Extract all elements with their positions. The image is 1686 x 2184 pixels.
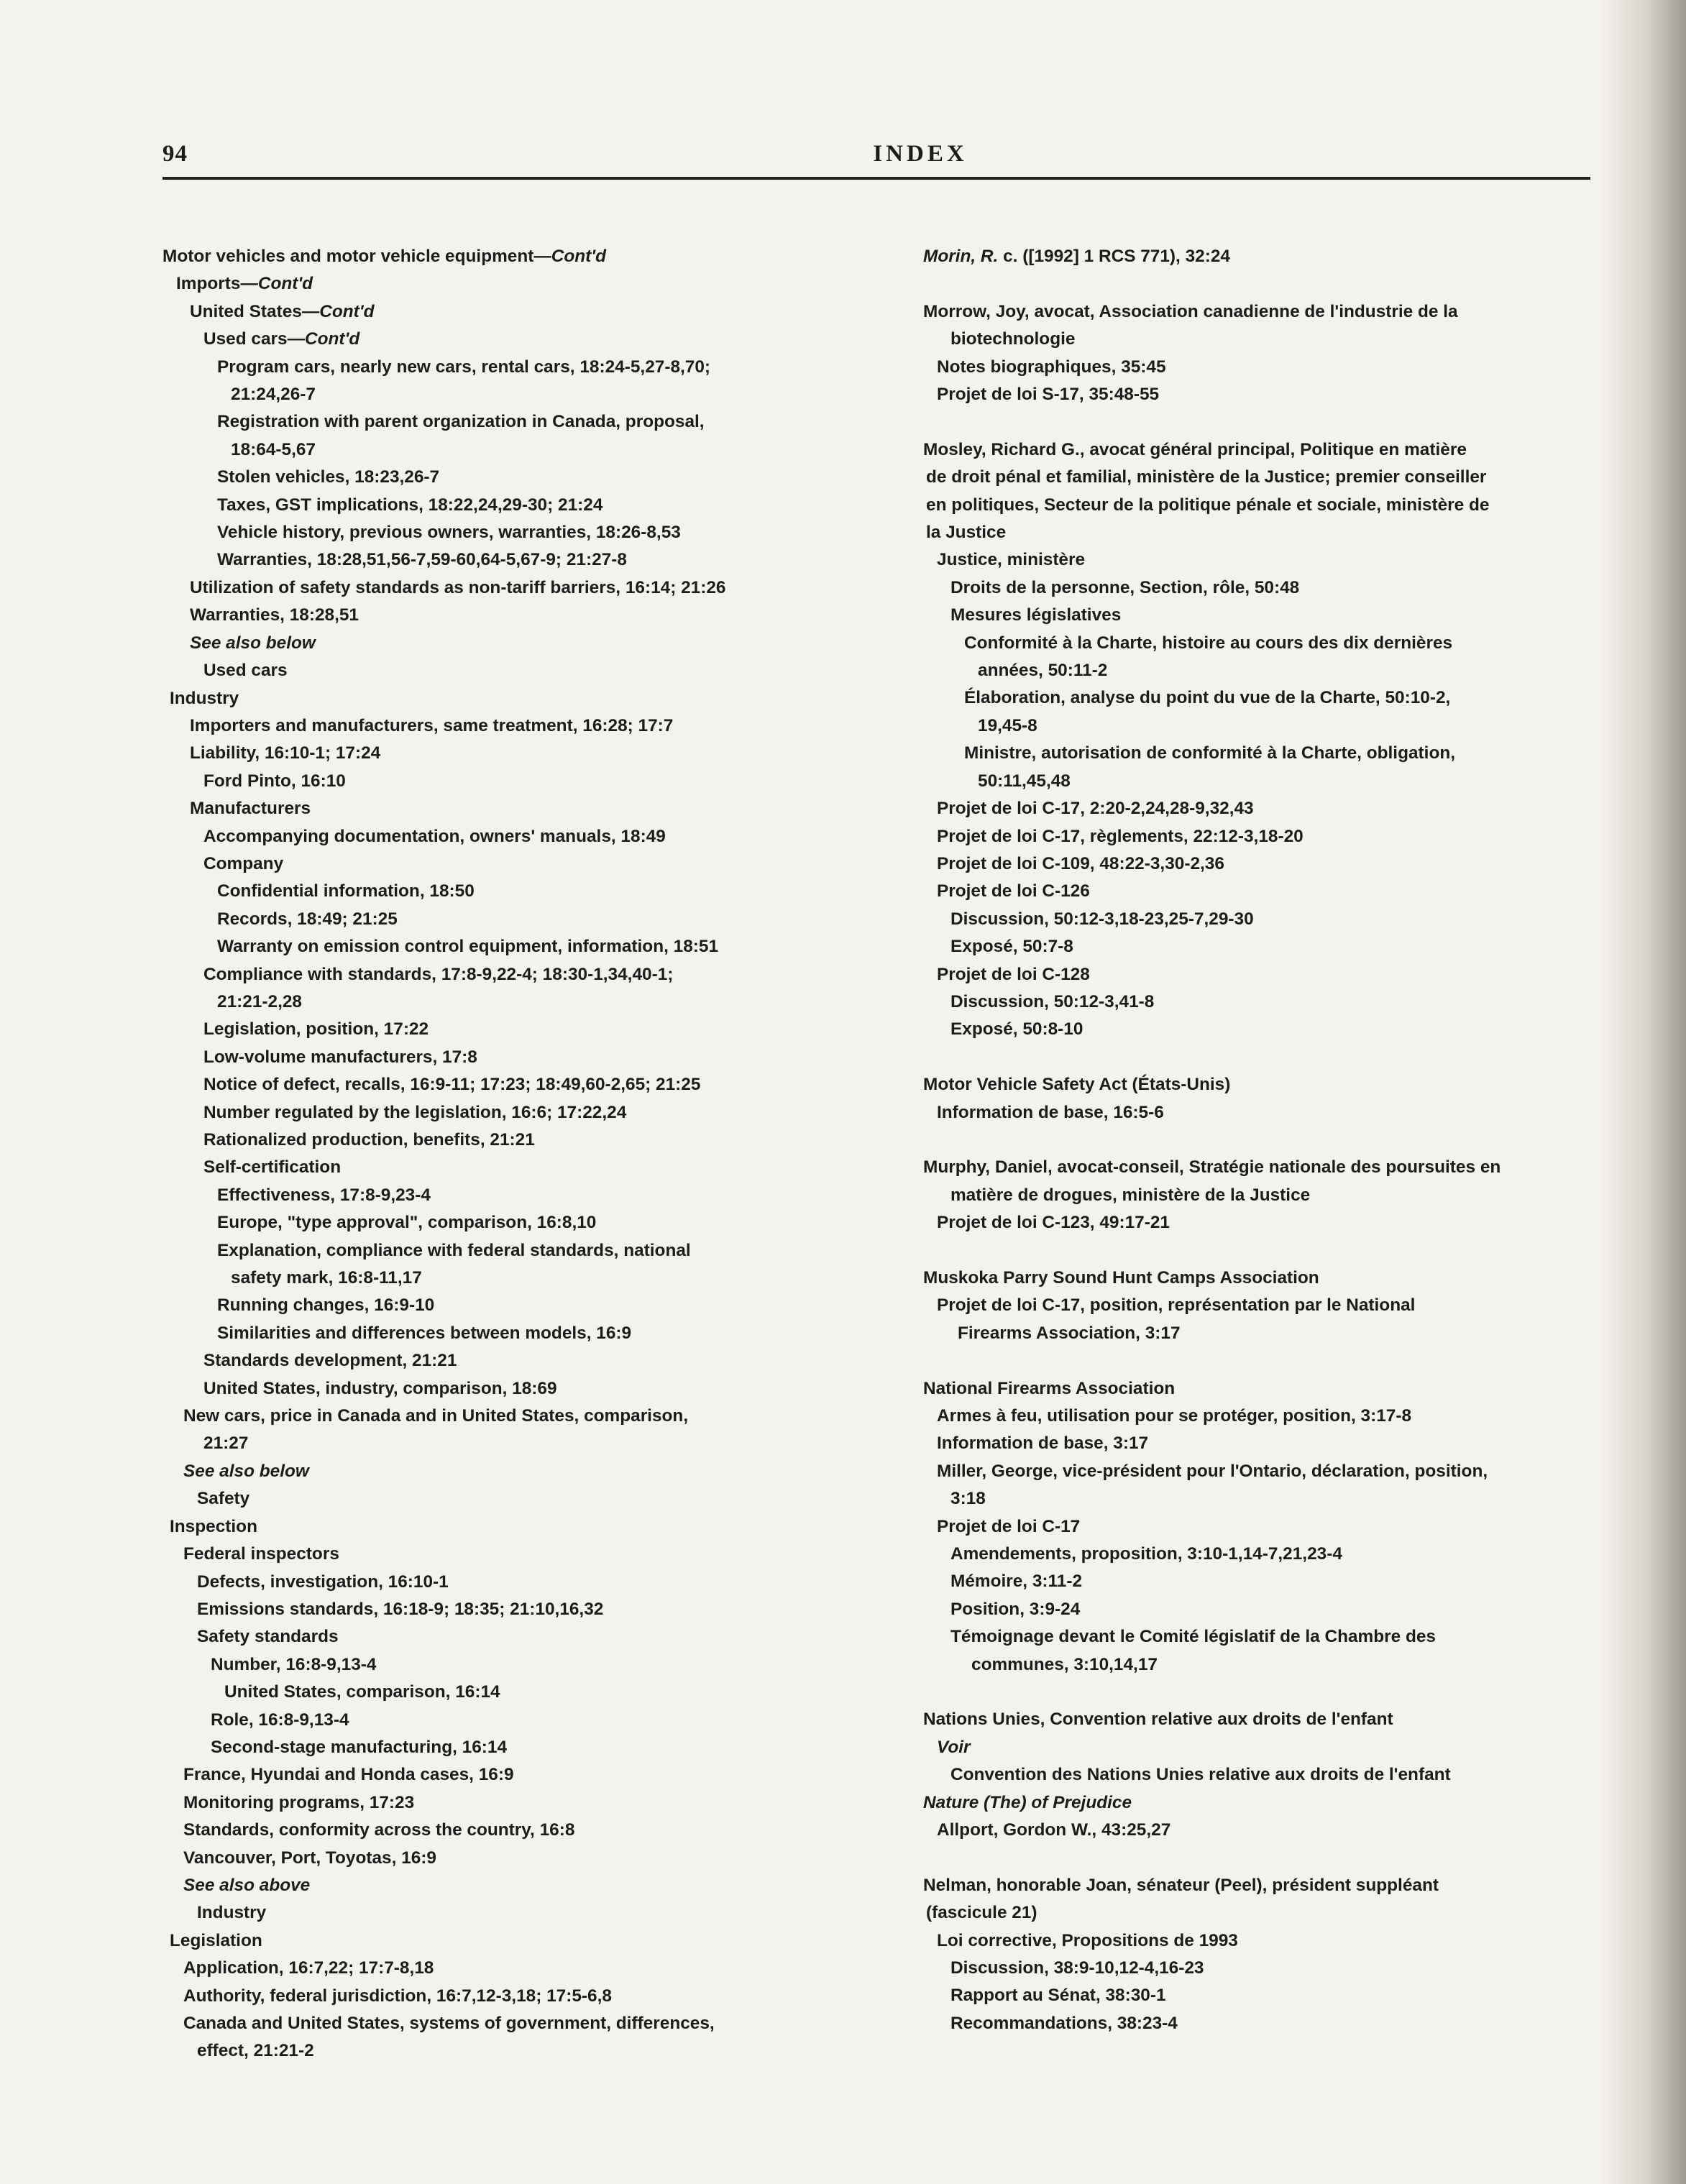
index-entry: [162, 795, 838, 822]
index-entry: [162, 961, 838, 988]
index-entry-text: Importers and manufacturers, same treatment, 16:28; 17:7: [190, 715, 674, 735]
index-entry-text: Second-stage manufacturing, 16:14: [211, 1737, 508, 1757]
index-entry: [923, 326, 1613, 353]
continued-marker: Cont'd: [551, 247, 606, 266]
index-entry-text: 50:11,45,48: [978, 771, 1071, 791]
index-entry: [923, 1458, 1613, 1485]
index-entry-text: la Justice: [926, 523, 1007, 543]
index-entry-text: Running changes, 16:9-10: [217, 1295, 435, 1316]
index-entry-text: Voir: [937, 1737, 971, 1757]
index-entry: [162, 1569, 838, 1596]
index-entry: [923, 1541, 1613, 1568]
index-entry-text: Confidential information, 18:50: [217, 881, 475, 901]
index-entry-text: 21:24,26-7: [231, 385, 316, 405]
index-entry-text: Position, 3:9-24: [950, 1599, 1081, 1619]
index-column-right: [923, 243, 1613, 2037]
index-entry-text: Exposé, 50:8-10: [950, 1019, 1083, 1040]
index-entry-text: Similarities and differences between models, 16:9: [217, 1323, 632, 1343]
index-entry: [923, 1320, 1613, 1347]
index-entry: [923, 1817, 1613, 1844]
index-entry: [923, 850, 1613, 878]
index-entry-text: Vancouver, Port, Toyotas, 16:9: [183, 1848, 436, 1868]
index-entry: [162, 270, 838, 298]
index-entry-text: Monitoring programs, 17:23: [183, 1792, 415, 1812]
index-entry-text: Nelman, honorable Joan, sénateur (Peel), président suppléant: [923, 1875, 1439, 1895]
index-entry-text: Number regulated by the legislation, 16:6; 17:22,24: [203, 1102, 627, 1122]
index-entry-text: Imports—: [176, 274, 258, 294]
index-entry-text: Registration with parent organization in Canada, proposal,: [217, 412, 705, 432]
continued-marker: Cont'd: [319, 301, 375, 321]
index-entry-text: Federal inspectors: [183, 1544, 339, 1564]
index-entry-text: Explanation, compliance with federal standards, national: [217, 1240, 691, 1260]
index-entry: [162, 1430, 838, 1457]
index-entry: [162, 354, 838, 381]
index-entry-text: Murphy, Daniel, avocat-conseil, Stratégie nationale des poursuites en: [923, 1157, 1501, 1178]
index-entry-text: années, 50:11-2: [978, 661, 1108, 681]
index-entry-text: Taxes, GST implications, 18:22,24,29-30; 21:24: [217, 495, 603, 515]
index-entry: [162, 850, 838, 878]
index-entry: [162, 2037, 838, 2065]
index-entry-text: Application, 16:7,22; 17:7-8,18: [183, 1958, 434, 1978]
index-entry-rest: c. ([1992] 1 RCS 771), 32:24: [998, 247, 1230, 266]
index-entry: [162, 933, 838, 960]
index-entry-text: Discussion, 38:9-10,12-4,16-23: [950, 1958, 1204, 1978]
index-entry-text: Nations Unies, Convention relative aux droits de l'enfant: [923, 1710, 1393, 1730]
index-entry: [162, 436, 838, 464]
index-entry: [923, 1789, 1613, 1817]
index-entry-text: See also above: [183, 1875, 311, 1895]
index-entry-text: Role, 16:8-9,13-4: [211, 1710, 349, 1730]
index-entry: [162, 1513, 838, 1541]
index-entry-text: Motor vehicles and motor vehicle equipment—: [162, 247, 551, 266]
index-entry: [162, 1237, 838, 1265]
index-entry: [162, 630, 838, 657]
index-entry: [923, 740, 1613, 767]
index-entry: [162, 381, 838, 408]
index-entry: [923, 1734, 1613, 1761]
index-entry-text: Amendements, proposition, 3:10-1,14-7,21,23-4: [950, 1544, 1342, 1564]
index-entry-text: effect, 21:21-2: [197, 2041, 314, 2061]
index-entry: [923, 878, 1613, 905]
index-entry: [162, 408, 838, 436]
index-entry: [923, 1651, 1613, 1679]
index-entry-text: Miller, George, vice-président pour l'Ontario, déclaration, position,: [937, 1461, 1488, 1481]
index-entry-text: Élaboration, analyse du point du vue de la Charte, 50:10-2,: [964, 688, 1451, 708]
index-entry: [162, 1899, 838, 1927]
index-entry: [923, 933, 1613, 960]
header-rule: [162, 177, 1590, 180]
index-entry-text: Armes à feu, utilisation pour se protéger, position, 3:17-8: [937, 1405, 1412, 1426]
index-entry-text: See also below: [190, 633, 316, 653]
index-entry: [923, 712, 1613, 740]
index-entry: [162, 906, 838, 933]
index-entry: [162, 519, 838, 546]
index-entry-text: Ford Pinto, 16:10: [203, 771, 346, 791]
index-entry: [923, 1513, 1613, 1541]
index-entry-text: Standards development, 21:21: [203, 1351, 457, 1371]
index-entry: [923, 1099, 1613, 1127]
index-entry-text: Projet de loi C-128: [937, 964, 1090, 984]
index-entry-text: Loi corrective, Propositions de 1993: [937, 1930, 1238, 1950]
index-entry: [162, 243, 838, 270]
index-entry-text: Morrow, Joy, avocat, Association canadienne de l'industrie de la: [923, 301, 1458, 321]
index-entry: [923, 768, 1613, 795]
index-entry: [162, 1099, 838, 1127]
index-entry-text: Projet de loi C-17, 2:20-2,24,28-9,32,43: [937, 799, 1254, 819]
index-entry: [923, 1761, 1613, 1789]
index-entry-text: Projet de loi C-17: [937, 1516, 1081, 1536]
index-entry: [162, 492, 838, 519]
index-entry-text: Information de base, 16:5-6: [937, 1102, 1164, 1122]
index-entry: [923, 1430, 1613, 1457]
index-entry: [923, 988, 1613, 1016]
index-entry-text: Industry: [197, 1903, 267, 1923]
index-entry: [923, 906, 1613, 933]
index-entry: [923, 684, 1613, 712]
index-entry-text: Firearms Association, 3:17: [958, 1323, 1181, 1343]
index-entry: [162, 1320, 838, 1347]
index-entry: [162, 1347, 838, 1375]
index-entry: [923, 1927, 1613, 1955]
index-entry-text: United States, comparison, 16:14: [224, 1682, 500, 1702]
index-entry: [162, 1071, 838, 1098]
index-entry: [923, 1182, 1613, 1209]
index-entry: [162, 712, 838, 740]
index-entry-text: Industry: [170, 688, 239, 708]
index-entry-text: Projet de loi C-123, 49:17-21: [937, 1213, 1170, 1233]
index-entry: [162, 988, 838, 1016]
index-entry-text: de droit pénal et familial, ministère de la Justice; premier conseiller: [926, 467, 1487, 487]
index-entry: [923, 1872, 1613, 1899]
index-entry: [923, 1706, 1613, 1733]
index-entry: [923, 519, 1613, 546]
index-entry-text: Self-certification: [203, 1157, 342, 1178]
index-entry-text: Notes biographiques, 35:45: [937, 357, 1166, 377]
index-entry-text: Compliance with standards, 17:8-9,22-4; 18:30-1,34,40-1;: [203, 964, 674, 984]
index-entry: [162, 1734, 838, 1761]
index-entry-text: Projet de loi C-109, 48:22-3,30-2,36: [937, 853, 1224, 873]
index-entry: [162, 878, 838, 905]
index-entry-text: See also below: [183, 1461, 309, 1481]
index-entry: [162, 1761, 838, 1789]
index-entry-text: Projet de loi C-17, position, représentation par le National: [937, 1295, 1416, 1316]
index-entry: [923, 436, 1613, 464]
index-entry: [162, 1679, 838, 1706]
index-entry-text: Program cars, nearly new cars, rental cars, 18:24-5,27-8,70;: [217, 357, 711, 377]
index-column-left: [162, 243, 838, 2065]
index-entry-text: Allport, Gordon W., 43:25,27: [937, 1820, 1171, 1840]
index-entry-text: Liability, 16:10-1; 17:24: [190, 743, 381, 763]
index-entry: [162, 602, 838, 629]
index-entry: [162, 1707, 838, 1734]
index-entry-text: Company: [203, 853, 284, 873]
index-entry-text: Utilization of safety standards as non-tariff barriers, 16:14; 21:26: [190, 577, 726, 597]
index-entry-text: Manufacturers: [190, 799, 311, 819]
index-entry: [923, 1209, 1613, 1236]
index-entry-text: 21:27: [203, 1433, 249, 1454]
index-entry-text: Warranty on emission control equipment, information, 18:51: [217, 937, 719, 957]
index-entry-text: Emissions standards, 16:18-9; 18:35; 21:10,16,32: [197, 1599, 604, 1619]
index-entry-text: safety mark, 16:8-11,17: [231, 1268, 422, 1288]
index-entry: [162, 326, 838, 353]
index-entry-text: Stolen vehicles, 18:23,26-7: [217, 467, 440, 487]
index-entry-text: 21:21-2,28: [217, 991, 302, 1011]
index-entry-text: Notice of defect, recalls, 16:9-11; 17:23; 18:49,60-2,65; 21:25: [203, 1075, 701, 1095]
index-entry-text: Morin, R.: [923, 247, 999, 266]
page-title: INDEX: [873, 141, 968, 167]
index-entry-text: Accompanying documentation, owners' manuals, 18:49: [203, 826, 666, 846]
index-entry-text: Legislation, position, 17:22: [203, 1019, 429, 1040]
index-entry-text: Europe, "type approval", comparison, 16:8,10: [217, 1213, 597, 1233]
index-entry-text: Mémoire, 3:11-2: [950, 1572, 1083, 1592]
index-entry: [923, 1955, 1613, 1982]
index-entry: [162, 298, 838, 326]
index-entry-text: United States, industry, comparison, 18:69: [203, 1378, 557, 1398]
index-entry-text: matière de drogues, ministère de la Justice: [950, 1185, 1311, 1205]
index-entry: [162, 1458, 838, 1485]
index-entry: [162, 1817, 838, 1844]
index-entry: [923, 1403, 1613, 1430]
index-entry: [923, 243, 1613, 270]
index-entry: [923, 1154, 1613, 1181]
index-entry: [162, 1292, 838, 1319]
index-entry-text: 3:18: [950, 1489, 986, 1509]
index-entry: [162, 2010, 838, 2037]
index-entry: [923, 492, 1613, 519]
index-entry: [162, 1044, 838, 1071]
index-entry: [162, 1265, 838, 1292]
index-entry-text: 19,45-8: [978, 715, 1037, 735]
index-entry-text: Effectiveness, 17:8-9,23-4: [217, 1185, 431, 1205]
index-entry-text: Projet de loi C-126: [937, 881, 1090, 901]
index-entry: [923, 1375, 1613, 1403]
index-entry: [162, 1955, 838, 1982]
index-entry: [923, 1292, 1613, 1319]
index-entry-text: Ministre, autorisation de conformité à la Charte, obligation,: [964, 743, 1456, 763]
index-entry-text: Rapport au Sénat, 38:30-1: [950, 1986, 1166, 2006]
index-entry-text: Records, 18:49; 21:25: [217, 909, 398, 929]
index-entry-text: Warranties, 18:28,51,56-7,59-60,64-5,67-9; 21:27-8: [217, 550, 627, 570]
index-entry: [162, 1623, 838, 1651]
index-entry-text: Safety standards: [197, 1627, 339, 1647]
index-entry: [923, 602, 1613, 629]
index-entry: [923, 1568, 1613, 1595]
index-entry-text: Discussion, 50:12-3,41-8: [950, 991, 1155, 1011]
index-entry-text: Conformité à la Charte, histoire au cours des dix dernières: [964, 633, 1453, 653]
index-entry-text: Safety: [197, 1489, 250, 1509]
index-entry: [923, 1485, 1613, 1513]
index-entry: [923, 657, 1613, 684]
index-entry-text: Muskoka Parry Sound Hunt Camps Association: [923, 1267, 1319, 1288]
index-entry-text: Motor Vehicle Safety Act (États-Unis): [923, 1075, 1231, 1095]
index-entry: [923, 1016, 1613, 1043]
index-entry: [162, 1983, 838, 2010]
index-entry: [162, 823, 838, 850]
index-entry-text: Vehicle history, previous owners, warranties, 18:26-8,53: [217, 523, 681, 543]
index-entry: [162, 685, 838, 712]
index-entry-text: United States—: [190, 301, 320, 321]
index-entry-text: Projet de loi S-17, 35:48-55: [937, 385, 1160, 405]
index-entry: [162, 1845, 838, 1872]
index-entry-text: Used cars: [203, 661, 288, 681]
index-entry-text: Droits de la personne, Section, rôle, 50:48: [950, 577, 1300, 597]
index-entry: [923, 1623, 1613, 1651]
index-entry: [923, 546, 1613, 574]
index-entry-text: en politiques, Secteur de la politique pénale et sociale, ministère de: [926, 495, 1490, 515]
index-entry-text: Standards, conformity across the country, 16:8: [183, 1820, 575, 1840]
index-entry-text: biotechnologie: [950, 329, 1076, 349]
index-entry-text: Low-volume manufacturers, 17:8: [203, 1047, 477, 1067]
index-entry: [162, 1403, 838, 1430]
index-entry: [923, 1899, 1613, 1927]
index-entry: [923, 574, 1613, 602]
index-entry-text: Justice, ministère: [937, 550, 1086, 570]
index-entry: [923, 823, 1613, 850]
index-entry: [162, 1541, 838, 1568]
index-entry-text: Nature (The) of Prejudice: [923, 1792, 1132, 1812]
index-entry-text: Convention des Nations Unies relative aux droits de l'enfant: [950, 1765, 1451, 1785]
index-entry: [162, 768, 838, 795]
index-entry: [923, 354, 1613, 381]
continued-marker: Cont'd: [257, 274, 313, 294]
index-entry: [923, 298, 1613, 326]
index-entry: [162, 1872, 838, 1899]
index-entry: [162, 464, 838, 491]
index-entry-text: Information de base, 3:17: [937, 1433, 1149, 1454]
index-entry: [162, 1127, 838, 1154]
index-entry: [923, 795, 1613, 822]
index-entry: [162, 1596, 838, 1623]
index-entry-text: Discussion, 50:12-3,18-23,25-7,29-30: [950, 909, 1254, 929]
index-entry-text: Mosley, Richard G., avocat général principal, Politique en matière: [923, 439, 1467, 459]
index-entry-text: 18:64-5,67: [231, 439, 316, 459]
index-entry: [923, 630, 1613, 657]
index-entry: [923, 1982, 1613, 2009]
index-entry-text: Projet de loi C-17, règlements, 22:12-3,18-20: [937, 826, 1304, 846]
index-entry-text: Number, 16:8-9,13-4: [211, 1654, 377, 1674]
index-entry: [923, 2010, 1613, 2037]
index-entry-text: National Firearms Association: [923, 1378, 1176, 1398]
index-entry: [162, 740, 838, 767]
index-entry: [162, 1375, 838, 1403]
index-entry: [162, 1209, 838, 1236]
index-entry-text: Témoignage devant le Comité législatif de la Chambre des: [950, 1627, 1436, 1647]
index-entry-text: Warranties, 18:28,51: [190, 605, 359, 625]
index-entry: [923, 1265, 1613, 1292]
index-entry-text: Canada and United States, systems of government, differences,: [183, 2014, 715, 2033]
index-entry-text: communes, 3:10,14,17: [971, 1654, 1158, 1674]
index-entry: [162, 657, 838, 684]
index-entry-text: Authority, federal jurisdiction, 16:7,12-3,18; 17:5-6,8: [183, 1986, 612, 2006]
index-entry-text: (fascicule 21): [926, 1903, 1037, 1923]
index-entry: [162, 1016, 838, 1043]
index-entry-text: Inspection: [170, 1516, 257, 1536]
index-entry-text: Used cars—: [203, 329, 305, 349]
page-number: 94: [162, 141, 188, 167]
index-entry-text: Recommandations, 38:23-4: [950, 2013, 1178, 2033]
index-entry: [162, 1182, 838, 1209]
index-entry: [923, 464, 1613, 491]
index-entry: [162, 1651, 838, 1679]
index-entry: [162, 1485, 838, 1513]
index-entry-text: Exposé, 50:7-8: [950, 937, 1073, 957]
index-entry: [923, 1071, 1613, 1098]
index-entry: [162, 1927, 838, 1955]
index-entry-text: Legislation: [170, 1930, 262, 1950]
index-entry: [162, 574, 838, 602]
continued-marker: Cont'd: [305, 329, 360, 349]
index-entry: [923, 961, 1613, 988]
index-entry-text: France, Hyundai and Honda cases, 16:9: [183, 1765, 514, 1785]
index-entry-text: New cars, price in Canada and in United States, comparison,: [183, 1406, 689, 1426]
index-entry: [162, 1154, 838, 1181]
index-entry: [923, 381, 1613, 408]
index-entry-text: Mesures législatives: [950, 605, 1122, 625]
index-entry: [923, 1596, 1613, 1623]
index-entry-text: Rationalized production, benefits, 21:21: [203, 1130, 535, 1150]
index-entry: [162, 1789, 838, 1817]
index-entry-text: Defects, investigation, 16:10-1: [197, 1572, 449, 1592]
index-entry: [162, 546, 838, 574]
